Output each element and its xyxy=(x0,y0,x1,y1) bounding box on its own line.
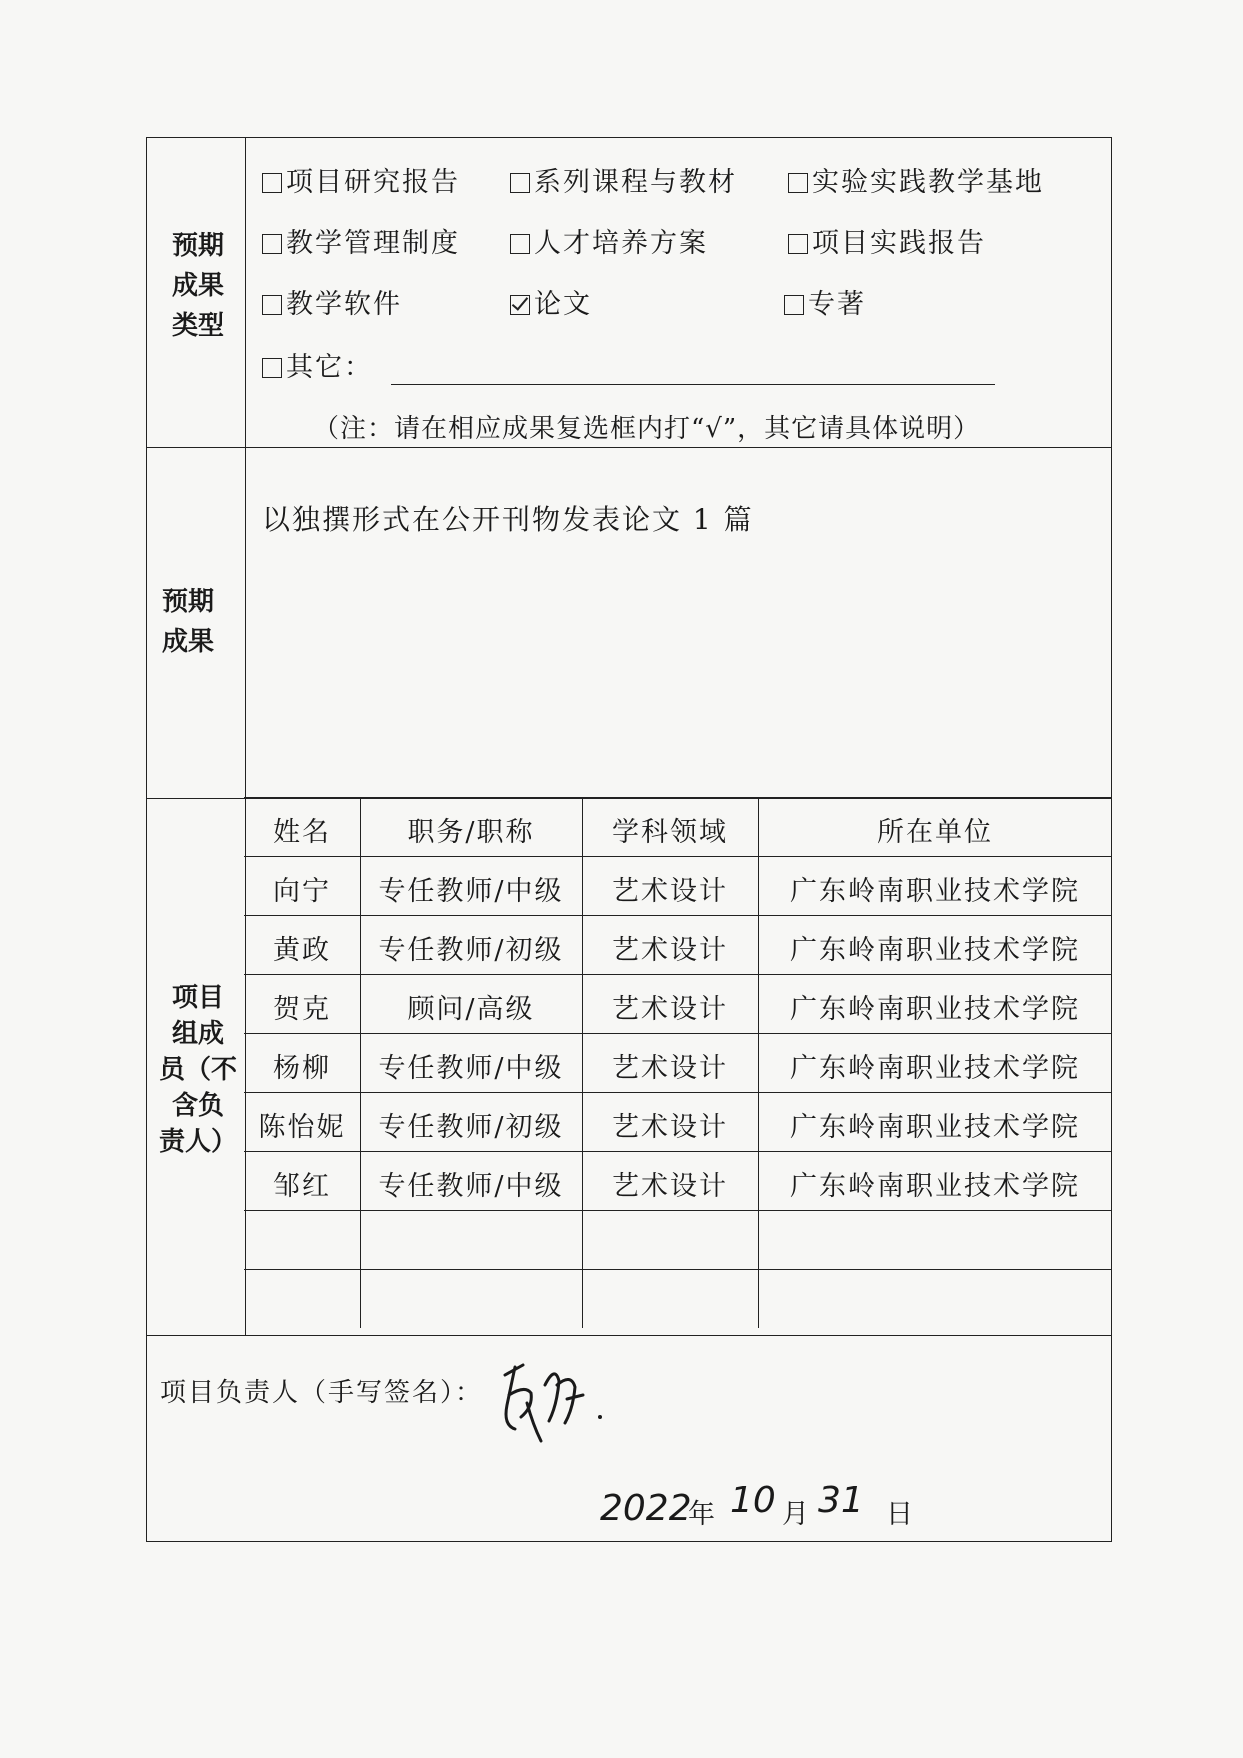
table-row-line xyxy=(244,856,1112,857)
table-header-col-title: 职务/职称 xyxy=(407,817,535,848)
expected-outcome-text: 以独撰形式在公开刊物发表论文 1 篇 xyxy=(262,503,754,536)
table-cell-col-title: 专任教师/中级 xyxy=(378,1171,564,1202)
table-cell-col-title: 专任教师/中级 xyxy=(378,876,564,907)
table-cell-col-title: 专任教师/中级 xyxy=(378,1053,564,1084)
table-cell-col-unit: 广东岭南职业技术学院 xyxy=(790,1112,1080,1143)
checkbox[interactable] xyxy=(788,173,808,193)
expected-outcome-label: 预期 成果 xyxy=(161,587,214,657)
table-cell-col-field: 艺术设计 xyxy=(612,994,728,1025)
date-day: 31 xyxy=(818,1480,864,1521)
table-row-line xyxy=(244,1033,1112,1034)
checkbox[interactable] xyxy=(784,295,804,315)
table-row-line xyxy=(244,1092,1112,1093)
table-cell-col-name: 贺克 xyxy=(273,994,331,1025)
instruction-note: （注：请在相应成果复选框内打“√”，其它请具体说明） xyxy=(313,414,981,444)
option-research-report[interactable]: 项目研究报告 xyxy=(262,160,460,199)
table-cell-col-field: 艺术设计 xyxy=(612,1171,728,1202)
section-divider xyxy=(147,447,1111,448)
outcome-type-label: 预期 成果 类型 xyxy=(171,231,224,341)
checkbox[interactable] xyxy=(788,234,808,254)
section-divider xyxy=(147,798,1111,799)
table-top-line xyxy=(244,797,1112,798)
table-cell-col-name: 邹红 xyxy=(273,1171,331,1202)
table-cell-col-unit: 广东岭南职业技术学院 xyxy=(790,994,1080,1025)
table-header-col-field: 学科领域 xyxy=(612,817,728,848)
option-course-materials[interactable]: 系列课程与教材 xyxy=(510,160,737,199)
checkbox[interactable] xyxy=(510,234,530,254)
date-day-suffix: 日 xyxy=(886,1499,913,1530)
table-row-line xyxy=(244,1210,1112,1211)
option-other[interactable]: 其它： xyxy=(262,345,373,384)
table-cell-col-name: 杨柳 xyxy=(273,1053,331,1084)
checkbox-checked[interactable] xyxy=(510,295,530,315)
handwritten-signature xyxy=(485,1345,625,1459)
table-row-line xyxy=(244,974,1112,975)
table-cell-col-name: 陈怡妮 xyxy=(258,1112,346,1143)
table-cell-col-field: 艺术设计 xyxy=(612,1112,728,1143)
date-year-suffix: 年 xyxy=(688,1499,715,1530)
table-cell-col-title: 顾问/高级 xyxy=(407,994,535,1025)
table-cell-col-name: 黄政 xyxy=(273,935,331,966)
table-cell-col-field: 艺术设计 xyxy=(612,876,728,907)
table-cell-col-unit: 广东岭南职业技术学院 xyxy=(790,1171,1080,1202)
checkbox[interactable] xyxy=(262,234,282,254)
option-practice-base[interactable]: 实验实践教学基地 xyxy=(788,160,1044,199)
table-cell-col-name: 向宁 xyxy=(273,876,331,907)
table-cell-col-title: 专任教师/初级 xyxy=(378,1112,564,1143)
table-row-line xyxy=(244,1269,1112,1270)
other-input-line[interactable] xyxy=(391,384,995,385)
checkbox[interactable] xyxy=(262,173,282,193)
checkbox[interactable] xyxy=(510,173,530,193)
option-monograph[interactable]: 专著 xyxy=(784,282,866,321)
table-cell-col-unit: 广东岭南职业技术学院 xyxy=(790,876,1080,907)
option-teaching-software[interactable]: 教学软件 xyxy=(262,282,402,321)
checkbox[interactable] xyxy=(262,295,282,315)
table-cell-col-field: 艺术设计 xyxy=(612,1053,728,1084)
table-header-col-unit: 所在单位 xyxy=(877,817,993,848)
table-row-line xyxy=(244,1151,1112,1152)
date-year: 2022 xyxy=(600,1488,692,1529)
date-month: 10 xyxy=(730,1480,776,1521)
table-header-col-name: 姓名 xyxy=(273,817,331,848)
section-divider xyxy=(147,1335,1111,1336)
option-management-system[interactable]: 教学管理制度 xyxy=(262,221,460,260)
table-cell-col-unit: 广东岭南职业技术学院 xyxy=(790,935,1080,966)
option-training-plan[interactable]: 人才培养方案 xyxy=(510,221,708,260)
table-cell-col-unit: 广东岭南职业技术学院 xyxy=(790,1053,1080,1084)
table-cell-col-field: 艺术设计 xyxy=(612,935,728,966)
date-month-suffix: 月 xyxy=(782,1499,809,1530)
option-practice-report[interactable]: 项目实践报告 xyxy=(788,221,986,260)
checkbox[interactable] xyxy=(262,358,282,378)
table-row-line xyxy=(244,915,1112,916)
members-label: 项目 组成 员（不 含负 责人） xyxy=(158,983,237,1157)
option-paper[interactable]: 论文 xyxy=(510,282,592,321)
table-cell-col-title: 专任教师/初级 xyxy=(378,935,564,966)
signature-label: 项目负责人（手写签名）： xyxy=(160,1378,484,1408)
